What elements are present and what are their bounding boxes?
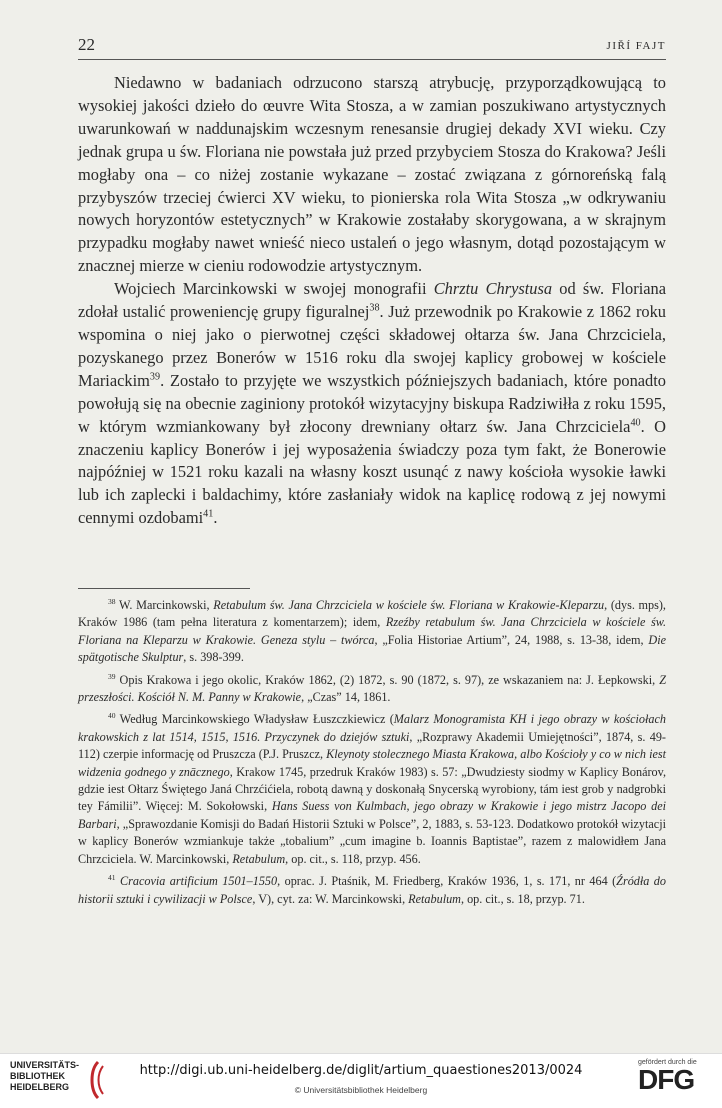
viewer-footer <box>0 1053 722 1108</box>
text-run: , „Folia Historiae Artium”, 24, 1988, s. 13-38, idem, <box>374 632 649 647</box>
footnote-ref: 41 <box>108 873 116 883</box>
italic-text: Retabulum św. Jana Chrzciciela w kościele św. Floriana w Krakowie-Kleparzu <box>213 598 605 612</box>
library-line: UNIVERSITÄTS- <box>10 1060 80 1070</box>
copyright-notice: © Universitätsbibliothek Heidelberg <box>294 1085 428 1095</box>
footnote <box>78 711 666 868</box>
paragraph <box>78 72 666 278</box>
text-run: , Krakow 1745, przedruk Kraków 1983) s. 57: „Dwudziesty siodmy w Kaplicy Bonárov, gdzie iest Ołtarz Świętego Janá Chrzćićiela, robotą dawną y doskonałą Snycerską wyrobiony, tám iest grob y nadgrobki tey Fámilii”. Więcej: M. Sokołowski, <box>78 764 666 814</box>
footnote-ref: 40 <box>630 417 641 429</box>
italic-text: Kleynoty stolecznego Miasta Krakowa, albo Kościoły y co w nich iest widzenia godnego y znācznego <box>78 747 666 779</box>
text-run: . O znaczeniu kaplicy Bonerów i jej wyposażenia świadczy poza tym fakt, że Bonerowie najpóźniej w 1521 roku kazali na własny koszt usunąć z nawy kościoła wysokie ławki lub ich zaplecki i baldachimy, które zasłaniały widok na kaplicę rodową z jej nowymi cennymi ozdobami <box>78 416 666 528</box>
dfg-wordmark: DFG <box>638 1064 695 1095</box>
text-run: , s. 398-399. <box>183 650 244 665</box>
footnote <box>78 873 666 908</box>
italic-text: Chrztu Chrystusa <box>433 279 553 299</box>
text-run: . Zostało to przyjęte we wszystkich późniejszych badaniach, które ponadto powołują się na obecnie zaginiony protokół wizytacyjny biskupa Radziwiłła z roku 1595, w którym wzmiankowany był złocony drewniany ołtarz św. Jana Chrzciciela <box>78 370 666 436</box>
page-number: 22 <box>78 35 95 54</box>
footnote-ref: 41 <box>203 508 214 520</box>
library-line: BIBLIOTHEK <box>10 1071 65 1081</box>
footnote <box>78 672 666 707</box>
italic-text: Retabulum <box>408 891 461 906</box>
text-run: , „Czas” 14, 1861. <box>301 690 391 705</box>
italic-text: Rzeźby retabulum św. Jana Chrzciciela w kościele św. Floriana na Kleparzu w Krakowie. Geneza stylu – twórca <box>78 615 666 647</box>
paragraph <box>78 278 666 530</box>
text-run: od św. Floriana zdołał ustalić proweniencję grupy figuralnej <box>78 279 666 322</box>
source-url[interactable]: http://digi.ub.uni-heidelberg.de/diglit/artium_quaestiones2013/0024 <box>139 1063 583 1078</box>
footnote-ref: 40 <box>108 711 116 721</box>
dfg-caption: gefördert durch die <box>638 1059 697 1066</box>
footnote <box>78 597 666 667</box>
running-head: JIŘÍ FAJT <box>606 40 666 52</box>
italic-text: Cracovia artificium 1501–1550 <box>119 874 278 889</box>
library-line: HEIDELBERG <box>10 1082 70 1092</box>
italic-text: Hans Suess von Kulmbach, jego obrazy w Krakowie i jego mistrz Jacopo dei Barbari <box>78 799 666 831</box>
footnote-ref: 38 <box>108 596 116 606</box>
text-run: , V), cyt. za: W. Marcinkowski, <box>252 891 409 906</box>
header-rule <box>78 59 666 60</box>
italic-text: Die spätgotische Skulptur <box>78 632 666 665</box>
text-run: , oprac. J. Ptaśnik, M. Friedberg, Kraków 1936, 1, s. 171, nr 464 ( <box>277 874 617 889</box>
dfg-logo[interactable] <box>638 1059 708 1094</box>
text-run: , op. cit., s. 118, przyp. 456. <box>285 851 421 866</box>
italic-text: Z przeszłości. Kościół N. M. Panny w Krakowie <box>78 672 666 705</box>
body-text <box>78 72 666 530</box>
footnote-ref: 39 <box>149 371 161 383</box>
footnote-ref: 38 <box>369 302 380 314</box>
italic-text: Źródła do historii sztuki i cywilizacji w Polsce <box>78 874 666 906</box>
text-run: , „Sprawozdanie Komisji do Badań Historii Sztuki w Polsce”, 2, 1883, s. 53-123. Dodatkowo protokół wizytacji w kaplicy Bonerów wzmiankuje także „tobalium” „cum imagine b. Ioannis Baptistae”, razem z malowidłem Jana Chrzciciela. W. Marcinkowski, <box>78 816 666 866</box>
text-run: Wojciech Marcinkowski w swojej monografii <box>114 279 434 299</box>
text-run: . Już przewodnik po Krakowie z 1862 roku wspomina o niej jako o pierwotnej części składowej ołtarza św. Jana Chrzciciela, pozyskanego przez Bonerów w 1516 roku dla swojej kaplicy grobowej w kościele Mariackim <box>78 302 666 390</box>
italic-text: Retabulum <box>232 851 286 866</box>
text-run: Według Marcinkowskiego Władysław Łuszczkiewicz ( <box>115 712 394 727</box>
text-run: Niedawno w badaniach odrzucono starszą atrybucję, przyporządkowującą to wysokiej jakości dzieło do œuvre Wita Stosza, a w zamian poszukiwano artystycznych uwarunkowań w naddunajskim wczesnym renesansie drugiej dekady XVI wieku. Czy jednak grupa u św. Floriana nie powstała już przed przybyciem Stosza do Krakowa? Jeśli mogłaby ona – co niżej zostanie wykazane – zostać związana z górnoreńską falą przybyszów trzeciej ćwierci XV wieku, to pionierska rola Wita Stosza „w odkrywaniu nowych horyzontów estetycznych” w Krakowie zostałaby skorygowana, a w skrajnym przypadku mogłaby nawet wnieść nieco ustaleń o jego własnym, dotąd pozostającym w znacznej mierze w cieniu rodowodzie artystycznym. <box>78 73 666 276</box>
text-run: , (dys. mps), Kraków 1986 (tam pełna literatura z komentarzem); idem, <box>78 598 666 630</box>
text-run: , „Rozprawy Akademii Umiejętności”, 1874, s. 49-112) czerpie informację od Pruszcza (P.J. Pruszcz, <box>78 729 666 762</box>
text-run: . <box>213 508 218 528</box>
text-run: Opis Krakowa i jego okolic, Kraków 1862, (2) 1872, s. 90 (1872, s. 97), ze wskazaniem na: J. Łepkowski, <box>115 672 660 687</box>
footnotes <box>78 597 666 913</box>
italic-text: Malarz Monogramista KH i jego obrazy w kościołach krakowskich z lat 1514, 1515, 1516. Przyczynek do dziejów sztuki <box>78 712 666 744</box>
text-run: , op. cit., s. 18, przyp. 71. <box>460 891 585 906</box>
footnote-rule <box>78 588 250 589</box>
footnote-ref: 39 <box>108 671 116 681</box>
text-run: W. Marcinkowski, <box>115 598 214 612</box>
